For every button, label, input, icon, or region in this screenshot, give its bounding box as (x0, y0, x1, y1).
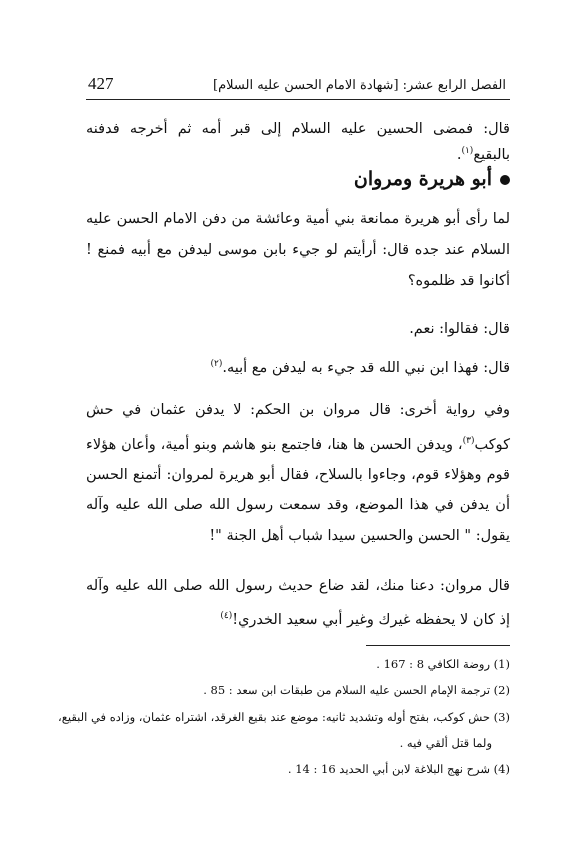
footnote-3-continued: ولما قتل ألقي فيه . (399, 736, 492, 750)
footnote-ref-1: (١) (461, 146, 474, 156)
paragraph-3 (86, 353, 510, 379)
paragraph-4-text-a: وفي رواية أخرى: قال مروان بن الحكم: لا يدفن عثمان في حش كوكب (86, 402, 510, 453)
footnote-rule (366, 645, 510, 646)
footnote-4: (4) شرح نهج البلاغة لابن أبي الحديد 16 : 14 . (287, 762, 510, 776)
page-header (86, 72, 510, 98)
paragraph-5-text: قال مروان: دعنا منك، لقد ضاع حديث رسول الله صلى الله عليه وآله إذ كان لا يحفظه غيرك وغير أبي سعيد الخدري! (86, 578, 510, 628)
page-number: 427 (88, 74, 114, 93)
paragraph-2: قال: فقالوا: نعم. (409, 321, 510, 337)
paragraph-4-text-b: ، ويدفن الحسن ها هنا، فاجتمع بنو هاشم وبنو أمية، وأعان هؤلاء قوم وهؤلاء قوم، وجاءوا بالسلاح، فقال أبو هريرة لمروان: أتمنع الحسن أن يدفن في هذا الموضع، وقد سمعت رسول الله صلى الله عليه وآله يقول: " الحسن والحسين سيدا شباب أهل الجنة "! (86, 436, 510, 544)
footnote-ref-4: (٤) (220, 611, 233, 621)
footnote-3: (3) حش كوكب، بفتح أوله وتشديد ثانيه: موضع عند بقيع الغرقد، اشتراه عثمان، وزاده في البقيع، (58, 710, 510, 724)
paragraph-1: لما رأى أبو هريرة ممانعة بني أمية وعائشة من دفن الامام الحسن عليه السلام عند جده قال: أرأيتم لو جيء بابن موسى ليدفن مع أبيه فمنع ! أكانوا قد ظلموه؟ (86, 211, 510, 289)
chapter-title: الفصل الرابع عشر: [شهادة الامام الحسن عليه السلام] (213, 78, 506, 93)
paragraph-3-text: قال: فهذا ابن نبي الله قد جيء به ليدفن مع أبيه. (222, 359, 510, 376)
footnote-ref-3: (٣) (462, 435, 475, 446)
paragraph-5 (86, 571, 510, 635)
footnote-1: (1) روضة الكافي 8 : 167 . (376, 657, 510, 671)
bullet-icon (500, 175, 510, 185)
section-heading (354, 168, 510, 190)
footnote-2: (2) ترجمة الإمام الحسن عليه السلام من طبقات ابن سعد : 85 . (203, 683, 510, 697)
opening-line-text: قال: فمضى الحسين عليه السلام إلى قبر أمه ثم أخرجه فدفنه بالبقيع (86, 121, 510, 163)
opening-line: قال: فمضى الحسين عليه السلام إلى قبر أمه ثم أخرجه فدفنه بالبقيع$^{(١)}$. (86, 121, 510, 163)
section-heading-text: أبو هريرة ومروان (353, 168, 492, 190)
header-rule (86, 99, 510, 100)
paragraph-4 (86, 395, 510, 551)
footnote-ref-2: (٢) (210, 359, 223, 369)
